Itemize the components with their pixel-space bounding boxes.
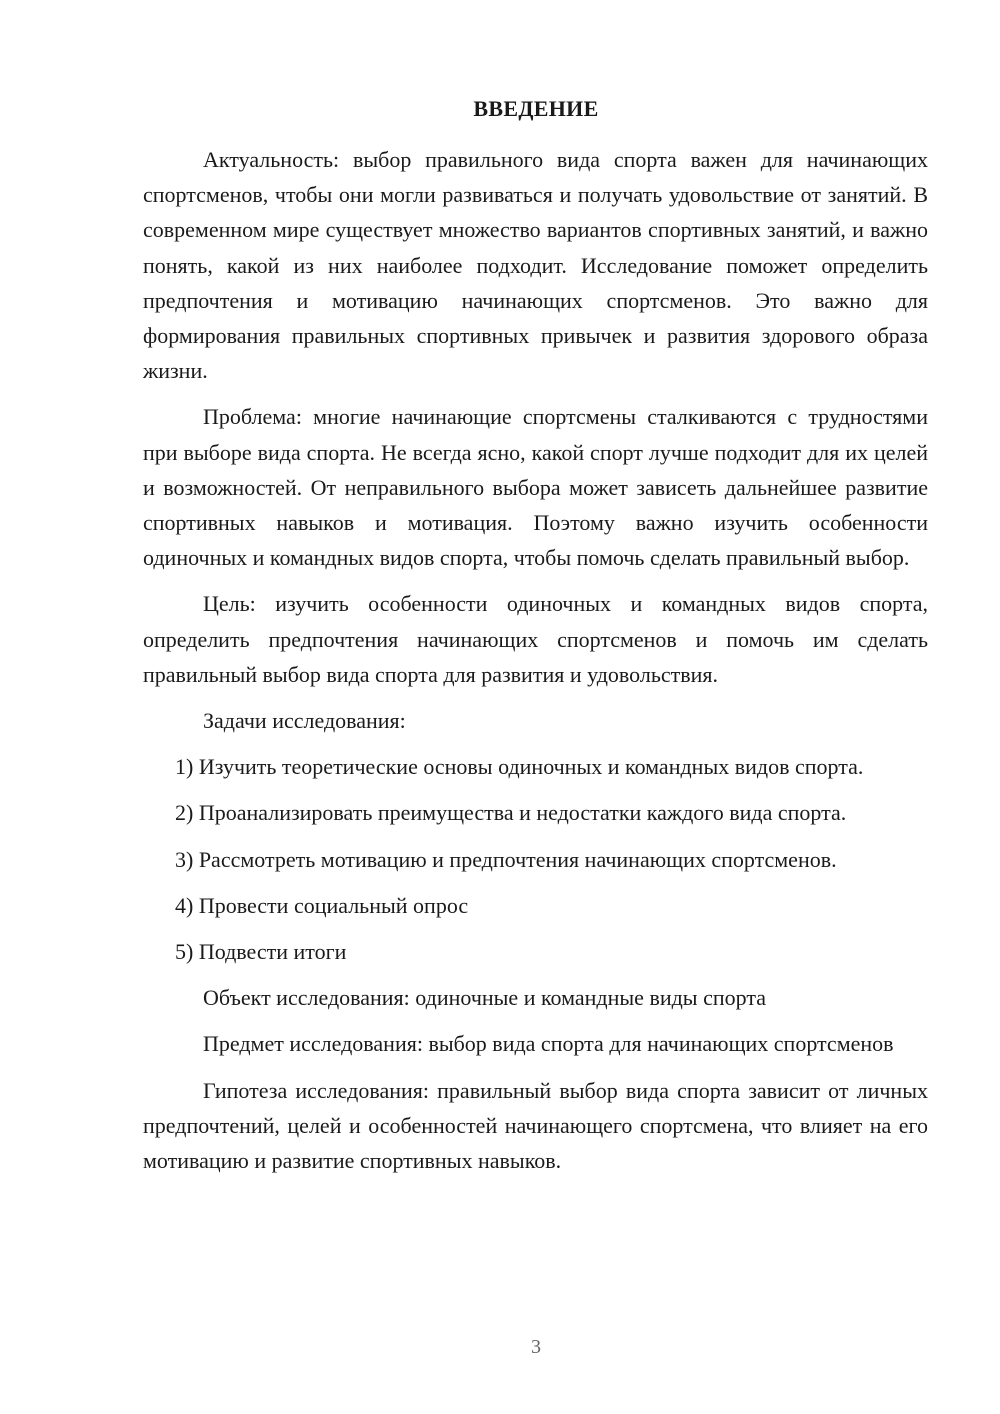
- task-item-3: 3) Рассмотреть мотивацию и предпочтения начинающих спортсменов.: [175, 846, 837, 872]
- task-item-5: 5) Подвести итоги: [175, 939, 347, 965]
- paragraph-goal: Цель: изучить особенности одиночных и командных видов спорта, определить предпочтения начинающих спортсменов и помочь им сделать правильный выбор вида спорта для развития и удовольствия.: [143, 591, 928, 687]
- page-title: ВВЕДЕНИЕ: [473, 96, 599, 121]
- task-item-4: 4) Провести социальный опрос: [175, 892, 469, 918]
- task-item-1: 1) Изучить теоретические основы одиночных и командных видов спорта.: [175, 754, 864, 780]
- page-number: 3: [531, 1336, 541, 1358]
- task-item-2: 2) Проанализировать преимущества и недостатки каждого вида спорта.: [175, 800, 847, 826]
- paragraph-relevance: Актуальность: выбор правильного вида спорта важен для начинающих спортсменов, чтобы они могли развиваться и получать удовольствие от занятий. В современном мире существует множество вариантов спортивных занятий, и важно понять, какой из них наиболее подходит. Исследование поможет определить предпочтения и мотивацию начинающих спортсменов. Это важно для формирования правильных спортивных привычек и развития здорового образа жизни.: [143, 147, 928, 384]
- paragraph-tasks-heading: Задачи исследования:: [203, 708, 406, 734]
- paragraph-subject: Предмет исследования: выбор вида спорта для начинающих спортсменов: [203, 1031, 894, 1057]
- paragraph-object: Объект исследования: одиночные и командные виды спорта: [203, 985, 766, 1011]
- body-text: [143, 142, 928, 1189]
- paragraph-hypothesis: Гипотеза исследования: правильный выбор вида спорта зависит от личных предпочтений, целей и особенностей начинающего спортсмена, что влияет на его мотивацию и развитие спортивных навыков.: [143, 1077, 928, 1174]
- paragraph-problem: Проблема: многие начинающие спортсмены сталкиваются с трудностями при выборе вида спорта. Не всегда ясно, какой спорт лучше подходит для их целей и возможностей. От неправильного выбора может зависеть дальнейшее развитие спортивных навыков и мотивация. Поэтому важно изучить особенности одиночных и командных видов спорта, чтобы помочь сделать правильный выбор.: [143, 404, 928, 571]
